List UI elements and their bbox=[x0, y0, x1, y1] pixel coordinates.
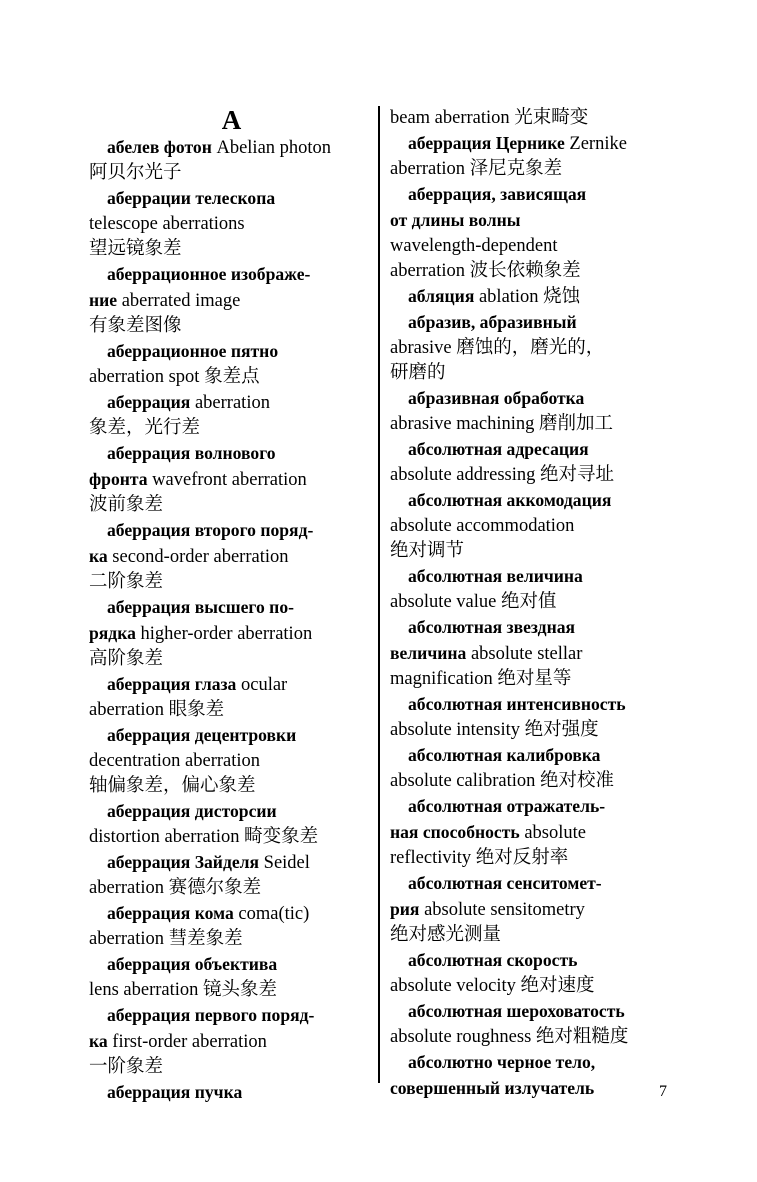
term-translation: distortion aberration 畸变象差 bbox=[89, 827, 319, 847]
entry-line bbox=[390, 259, 675, 284]
entry-line bbox=[89, 416, 374, 441]
term-translation: first-order aberration bbox=[107, 1032, 267, 1052]
term-translation: absolute bbox=[519, 823, 586, 843]
term-translation: 象差，光行差 bbox=[89, 418, 201, 438]
term-translation: absolute calibration 绝对校准 bbox=[390, 771, 615, 791]
entry-line bbox=[390, 769, 675, 794]
term-russian: ка bbox=[89, 546, 108, 566]
entry-line bbox=[89, 774, 374, 799]
term-russian: абсолютная величина bbox=[408, 566, 583, 586]
entry-line bbox=[390, 131, 675, 157]
term-russian: аберрация первого поряд- bbox=[107, 1005, 315, 1025]
entry-line bbox=[390, 336, 675, 361]
term-russian: величина bbox=[390, 643, 467, 663]
term-translation: abrasive machining 磨削加工 bbox=[390, 414, 613, 434]
page-number: 7 bbox=[659, 1083, 667, 1100]
term-translation: aberration 赛德尔象差 bbox=[89, 878, 262, 898]
term-translation: aberration 眼象差 bbox=[89, 700, 225, 720]
term-translation: 一阶象差 bbox=[89, 1057, 164, 1077]
entry-line bbox=[89, 595, 374, 621]
entry-line bbox=[89, 799, 374, 825]
entry-line bbox=[89, 1080, 374, 1106]
term-russian: абсолютная сенситомет- bbox=[408, 873, 602, 893]
entry-line bbox=[89, 186, 374, 212]
entry-line bbox=[89, 749, 374, 774]
term-russian: аберрация высшего по- bbox=[107, 597, 294, 617]
entry-line bbox=[390, 718, 675, 743]
entry-line bbox=[89, 825, 374, 850]
term-translation: absolute intensity 绝对强度 bbox=[390, 720, 599, 740]
entry-line bbox=[390, 182, 675, 208]
term-translation: aberration 波长依赖象差 bbox=[390, 261, 581, 281]
term-russian: аберрационное пятно bbox=[107, 341, 279, 361]
term-russian: аберрация дисторсии bbox=[107, 801, 277, 821]
entry-line bbox=[390, 615, 675, 641]
term-russian: абсолютная звездная bbox=[408, 617, 576, 637]
entry-line bbox=[89, 212, 374, 237]
term-russian: абсолютно черное тело, bbox=[408, 1052, 596, 1072]
term-translation: abrasive 磨蚀的，磨光的， bbox=[390, 338, 605, 358]
entry-line bbox=[390, 743, 675, 769]
term-translation: absolute velocity 绝对速度 bbox=[390, 976, 595, 996]
right-column bbox=[390, 106, 675, 1102]
term-translation: 望远镜象差 bbox=[89, 239, 182, 259]
entry-line bbox=[89, 237, 374, 262]
entry-line bbox=[390, 999, 675, 1025]
term-translation: 研磨的 bbox=[390, 363, 446, 383]
term-translation: absolute roughness 绝对粗糙度 bbox=[390, 1027, 629, 1047]
term-russian: от длины волны bbox=[390, 210, 521, 230]
entry-line bbox=[89, 570, 374, 595]
entry-line bbox=[89, 952, 374, 978]
entry-line bbox=[390, 514, 675, 539]
entry-line bbox=[89, 441, 374, 467]
term-translation: Zernike bbox=[564, 134, 627, 154]
entry-line bbox=[390, 437, 675, 463]
term-translation: Abelian photon bbox=[211, 138, 332, 158]
term-translation: aberrated image bbox=[117, 291, 241, 311]
term-russian: рядка bbox=[89, 623, 136, 643]
term-translation: Seidel bbox=[259, 853, 310, 873]
term-translation: ablation 烧蚀 bbox=[474, 287, 581, 307]
term-russian: аберрация пучка bbox=[107, 1082, 243, 1102]
term-russian: рия bbox=[390, 899, 420, 919]
term-russian: аберрация объектива bbox=[107, 954, 278, 974]
term-translation: absolute value 绝对值 bbox=[390, 592, 557, 612]
entry-line bbox=[390, 897, 675, 923]
term-russian: абсолютная интенсивность bbox=[408, 694, 626, 714]
entry-line bbox=[89, 544, 374, 570]
entry-line bbox=[89, 314, 374, 339]
term-russian: аберрация волнового bbox=[107, 443, 276, 463]
term-russian: абляция bbox=[408, 286, 475, 306]
term-russian: аберрация кома bbox=[107, 903, 234, 923]
entry-line bbox=[390, 157, 675, 182]
term-translation: aberration spot 象差点 bbox=[89, 367, 260, 387]
entry-line bbox=[390, 539, 675, 564]
column-divider bbox=[378, 106, 380, 1083]
entry-line bbox=[390, 208, 675, 234]
term-translation: second-order aberration bbox=[107, 547, 289, 567]
entry-line bbox=[390, 820, 675, 846]
term-russian: ная способность bbox=[390, 822, 520, 842]
term-translation: absolute sensitometry bbox=[419, 900, 585, 920]
entry-line bbox=[390, 412, 675, 437]
term-translation: 轴偏象差，偏心象差 bbox=[89, 776, 256, 796]
term-russian: фронта bbox=[89, 469, 148, 489]
term-translation: 二阶象差 bbox=[89, 572, 164, 592]
term-russian: аберрация Цернике bbox=[408, 133, 565, 153]
term-russian: абелев фотон bbox=[107, 137, 212, 157]
entry-line bbox=[390, 974, 675, 999]
entry-line bbox=[89, 1003, 374, 1029]
entry-line bbox=[89, 927, 374, 952]
entry-line bbox=[390, 871, 675, 897]
term-russian: аберрации телескопа bbox=[107, 188, 276, 208]
entry-line bbox=[390, 846, 675, 871]
entry-line bbox=[89, 978, 374, 1003]
entry-line bbox=[89, 339, 374, 365]
term-translation: aberration 泽尼克象差 bbox=[390, 159, 563, 179]
entry-line bbox=[89, 262, 374, 288]
term-translation: 波前象差 bbox=[89, 495, 164, 515]
term-translation: absolute accommodation bbox=[390, 516, 575, 536]
entry-line bbox=[390, 463, 675, 488]
term-russian: абсолютная скорость bbox=[408, 950, 578, 970]
entry-line bbox=[89, 850, 374, 876]
term-russian: аберрация второго поряд- bbox=[107, 520, 314, 540]
term-translation: decentration aberration bbox=[89, 751, 261, 771]
entry-line bbox=[390, 692, 675, 718]
term-russian: абсолютная калибровка bbox=[408, 745, 601, 765]
term-translation: absolute stellar bbox=[466, 644, 583, 664]
entry-line bbox=[390, 106, 675, 131]
entry-line bbox=[390, 234, 675, 259]
term-russian: аберрация bbox=[107, 392, 191, 412]
entry-line bbox=[89, 493, 374, 518]
term-translation: lens aberration 镜头象差 bbox=[89, 980, 278, 1000]
entry-line bbox=[89, 901, 374, 927]
entry-line bbox=[89, 518, 374, 544]
term-russian: аберрационное изображе- bbox=[107, 264, 311, 284]
term-russian: абразивная обработка bbox=[408, 388, 585, 408]
entry-line bbox=[89, 876, 374, 901]
term-russian: аберрация децентровки bbox=[107, 725, 297, 745]
term-russian: ка bbox=[89, 1031, 108, 1051]
entry-line bbox=[89, 467, 374, 493]
entry-line bbox=[89, 365, 374, 390]
term-russian: абсолютная адресация bbox=[408, 439, 589, 459]
term-translation: wavefront aberration bbox=[147, 470, 307, 490]
entry-line bbox=[390, 564, 675, 590]
entry-line bbox=[390, 488, 675, 514]
entry-line bbox=[390, 923, 675, 948]
term-russian: совершенный излучатель bbox=[390, 1078, 595, 1098]
entry-line bbox=[390, 948, 675, 974]
term-russian: аберрация Зайделя bbox=[107, 852, 260, 872]
entry-line bbox=[390, 386, 675, 412]
entry-line bbox=[89, 288, 374, 314]
entry-line bbox=[390, 641, 675, 667]
term-russian: ние bbox=[89, 290, 118, 310]
entry-line bbox=[390, 1076, 675, 1102]
term-russian: абразив, абразивный bbox=[408, 312, 577, 332]
term-translation: 有象差图像 bbox=[89, 316, 182, 336]
entry-line bbox=[89, 698, 374, 723]
entry-line bbox=[390, 361, 675, 386]
entry-line bbox=[390, 310, 675, 336]
entry-line bbox=[89, 672, 374, 698]
term-translation: 绝对感光测量 bbox=[390, 925, 502, 945]
term-translation: 绝对调节 bbox=[390, 541, 465, 561]
term-russian: абсолютная аккомодация bbox=[408, 490, 612, 510]
section-letter: А bbox=[221, 105, 242, 135]
entry-line bbox=[390, 667, 675, 692]
term-russian: абсолютная шероховатость bbox=[408, 1001, 625, 1021]
entry-line bbox=[89, 647, 374, 672]
entry-line bbox=[89, 1029, 374, 1055]
term-translation: 高阶象差 bbox=[89, 649, 164, 669]
entry-line bbox=[89, 390, 374, 416]
entry-line bbox=[390, 1050, 675, 1076]
term-translation: ocular bbox=[236, 675, 288, 695]
term-translation: coma(tic) bbox=[233, 904, 310, 924]
term-translation: telescope aberrations bbox=[89, 214, 245, 234]
term-translation: wavelength-dependent bbox=[390, 236, 558, 256]
entry-line bbox=[390, 794, 675, 820]
entry-line bbox=[390, 1025, 675, 1050]
entry-line bbox=[89, 135, 374, 161]
term-russian: аберрация, зависящая bbox=[408, 184, 587, 204]
entry-line bbox=[89, 621, 374, 647]
entry-line bbox=[89, 1055, 374, 1080]
entry-line bbox=[390, 284, 675, 310]
entry-line bbox=[390, 590, 675, 615]
term-translation: aberration bbox=[190, 393, 270, 413]
term-translation: reflectivity 绝对反射率 bbox=[390, 848, 569, 868]
term-translation: 阿贝尔光子 bbox=[89, 163, 182, 183]
term-translation: aberration 彗差象差 bbox=[89, 929, 243, 949]
term-translation: beam aberration 光束畸变 bbox=[390, 108, 589, 128]
term-translation: higher-order aberration bbox=[135, 624, 313, 644]
entry-line bbox=[89, 161, 374, 186]
term-russian: аберрация глаза bbox=[107, 674, 237, 694]
entry-line bbox=[89, 723, 374, 749]
left-column bbox=[89, 106, 374, 1106]
term-russian: абсолютная отражатель- bbox=[408, 796, 606, 816]
term-translation: absolute addressing 绝对寻址 bbox=[390, 465, 615, 485]
term-translation: magnification 绝对星等 bbox=[390, 669, 572, 689]
